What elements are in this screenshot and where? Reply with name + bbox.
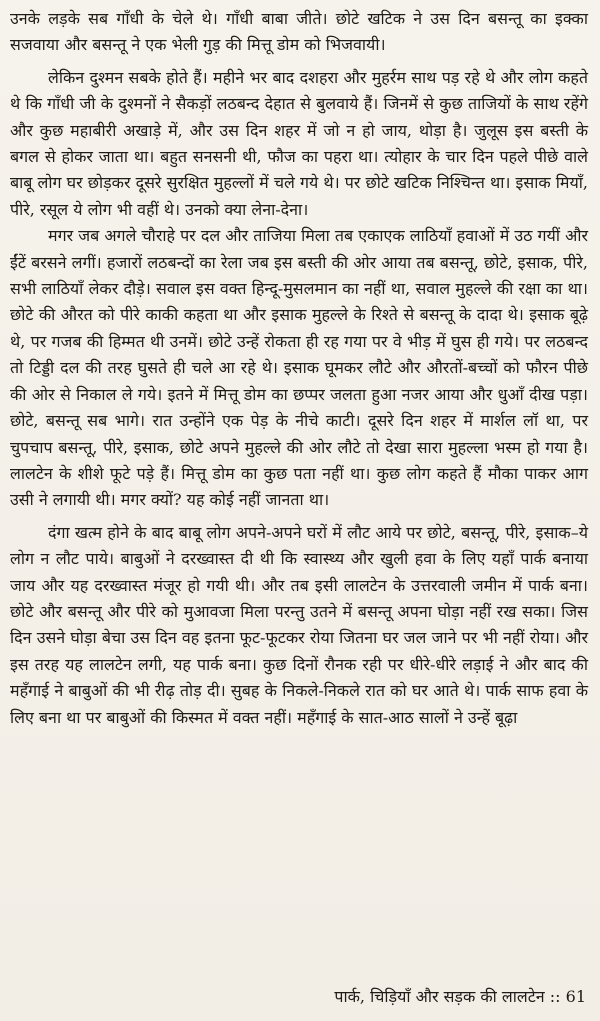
paragraph-park: दंगा खत्म होने के बाद बाबू लोग अपने-अपने घरों में लौट आये पर छोटे, बसन्तू, पीरे, इसाक–ये लोग न लौट पाये। बाबुओं ने दरख्वास्त दी थी कि स्वास्थ्य और खुली हवा के लिए यहाँ पार्क बनाया जाय और यह दरख्वास्त मंजूर हो गयी थी। और तब इसी लालटेन के उत्तरवाली जमीन में पार्क बना। छोटे और बसन्तू और पीरे को मुआवजा मिला परन्तु उतने में बसन्तू अपना घोड़ा नहीं रख सका। जिस दिन उसने घोड़ा बेचा उस दिन वह इतना फूट-फूटकर रोया जितना घर जल जाने पर भी नहीं रोया। और इस तरह यह लालटेन लगी, यह पार्क बना। कुछ दिनों रौनक रही पर धीरे-धीरे लड़ाई ने और बाद की महँगाई ने बाबुओं की भी रीढ़ तोड़ दी। सुबह के निकले-निकले रात को घर आते थे। पार्क साफ हवा के लिए बना था पर बाबुओं की किस्मत में वक्त नहीं। महँगाई के सात-आठ सालों ने उन्हें बूढ़ा [10, 522, 588, 727]
paragraph-enemies: लेकिन दुश्मन सबके होते हैं। महीने भर बाद दशहरा और मुहर्रम साथ पड़ रहे थे और लोग कहते थे कि गाँधी जी के दुश्मनों ने सैकड़ों लठबन्द देहात से बुलवाये हैं। जिनमें से कुछ ताजियों के साथ रहेंगे और कुछ महाबीरी अखाड़े में, और उस दिन शहर में जो न हो जाय, थोड़ा है। जुलूस इस बस्ती के बगल से होकर जाता था। बहुत सनसनी थी, फौज का पहरा था। त्योहार के चार दिन पहले पीछे वाले बाबू लोग घर छोड़कर दूसरे सुरक्षित मुहल्लों में चले गये थे। पर छोटे खटिक निश्चिन्त था। इसाक मियाँ, पीरे, रसूल ये लोग भी वहीं थे। उनको क्या लेना-देना। [10, 67, 588, 219]
page-number: 61 [565, 987, 586, 1006]
running-footer [334, 987, 586, 1007]
paragraph-continuation: उनके लड़के सब गाँधी के चेले थे। गाँधी बाबा जीते। छोटे खटिक ने उस दिन बसन्तू का इक्का सजवाया और बसन्तू ने एक भेली गुड़ की मित्तू डोम को भिजवायी। [10, 9, 588, 55]
footer-separator: :: [549, 987, 561, 1006]
paragraph-riot: मगर जब अगले चौराहे पर दल और ताजिया मिला तब एकाएक लाठियाँ हवाओं में उठ गयीं और ईंटें बरसने लगीं। हजारों लठबन्दों का रेला जब इस बस्ती की ओर आया तब बसन्तू, छोटे, इसाक, पीरे, सभी लाठियाँ लेकर दौड़े। सवाल इस वक्त हिन्दू-मुसलमान का नहीं था, सवाल मुहल्ले की रक्षा का था। छोटे की औरत को पीरे काकी कहता था और इसाक मुहल्ले के रिश्ते से बसन्तू के दादा थे। इसाक बूढ़े थे, पर गजब की हिम्मत थी उनमें। छोटे उन्हें रोकता ही रह गया पर वे भीड़ में घुस ही गये। पर लठबन्द तो टिड्डी दल की तरह घुसते ही चले आ रहे थे। इसाक घूमकर लौटे और औरतों-बच्चों को फौरन पीछे की ओर से निकाल ले गये। इतने में मित्तू डोम का छप्पर जलता हुआ नजर आया और धुआँ दीख पड़ा। छोटे, बसन्तू सब भागे। रात उन्होंने एक पेड़ के नीचे काटी। दूसरे दिन शहर में मार्शल लॉ था, पर चुपचाप बसन्तू, पीरे, इसाक, छोटे अपने मुहल्ले की ओर लौटे तो देखा सारा मुहल्ला भस्म हो गया है। लालटेन के शीशे फूटे पड़े हैं। मित्तू डोम का कुछ पता नहीं था। कुछ लोग कहते हैं मौका पाकर आग उसी ने लगायी थी। मगर क्यों? यह कोई नहीं जानता था। [10, 226, 588, 510]
footer-book-title: पार्क, चिड़ियाँ और सड़क की लालटेन [334, 987, 545, 1006]
